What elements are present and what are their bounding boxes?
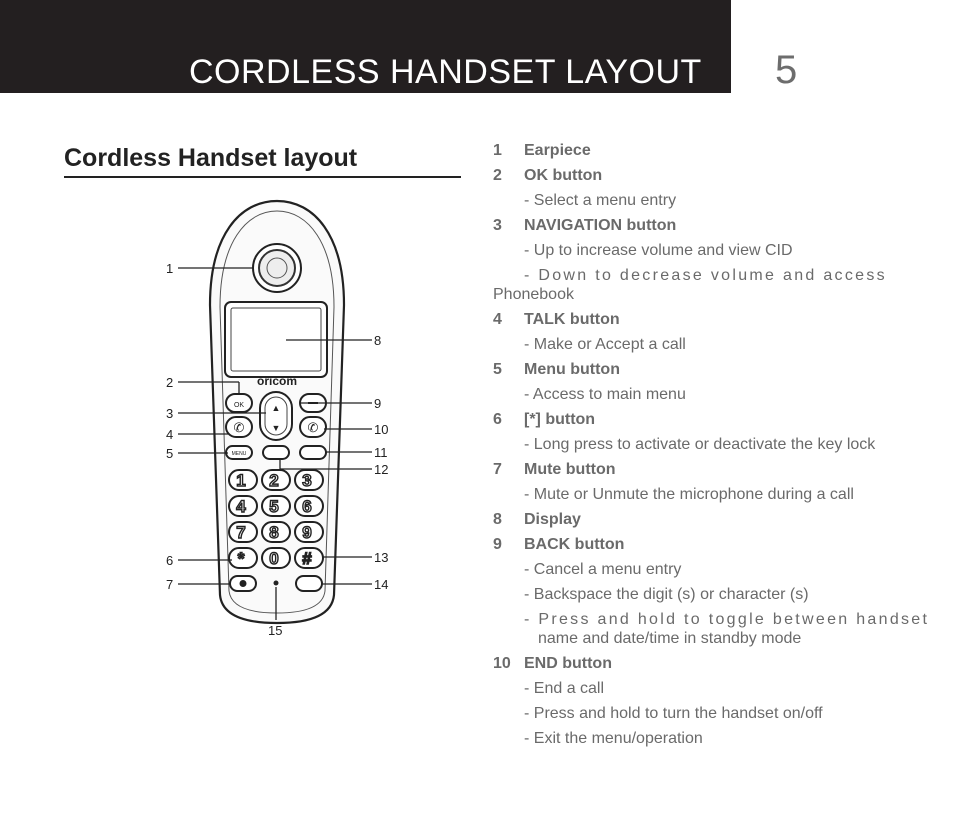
callout-8: 8: [374, 333, 382, 348]
list-item-1: [493, 142, 591, 160]
callout-14: 14: [374, 577, 389, 592]
callout-4: 4: [166, 427, 174, 442]
callout-11: 11: [374, 445, 388, 460]
brand-logo: oricom: [256, 374, 298, 388]
list-item-10: [493, 655, 612, 673]
page-title: CORDLESS HANDSET LAYOUT: [189, 53, 702, 91]
key-label: 4: [236, 497, 246, 516]
redial-key-icon: [296, 576, 322, 591]
item-detail: - Mute or Unmute the microphone during a call: [524, 486, 854, 503]
item-number: 9: [493, 536, 502, 553]
callout-3: 3: [166, 406, 174, 421]
item-number: 2: [493, 167, 502, 184]
item-title: Display: [524, 511, 581, 528]
item-title: OK button: [524, 167, 603, 184]
key-label: 7: [236, 523, 246, 542]
callout-2: 2: [166, 375, 174, 390]
item-number: 4: [493, 311, 502, 328]
callout-7: 7: [166, 577, 174, 592]
callout-6: 6: [166, 553, 174, 568]
list-item-3: [493, 217, 676, 235]
callout-10: 10: [374, 422, 389, 437]
item-detail: - Access to main menu: [524, 386, 686, 403]
handset-figure: [150, 195, 410, 645]
callout-9: 9: [374, 396, 382, 411]
key-label: 0: [269, 549, 279, 568]
microphone-icon: [274, 581, 279, 586]
item-title: BACK button: [524, 536, 625, 553]
item-number: 3: [493, 217, 502, 234]
intercom-key-icon: [300, 446, 326, 459]
item-title: [*] button: [524, 411, 596, 428]
item-number: 7: [493, 461, 502, 478]
section-title: Cordless Handset layout: [64, 144, 358, 172]
item-detail: - Press and hold to turn the handset on/off: [524, 705, 823, 722]
item-detail: Phonebook: [493, 286, 574, 303]
item-detail: name and date/time in standby mode: [538, 630, 802, 647]
section-divider: [64, 176, 461, 178]
key-label: 9: [302, 523, 312, 542]
handset-illustration: [150, 195, 410, 645]
list-item-5: [493, 361, 620, 379]
item-detail: - Make or Accept a call: [524, 336, 686, 353]
item-detail: - Up to increase volume and view CID: [524, 242, 793, 259]
callout-1: 1: [166, 261, 174, 276]
key-label: 6: [302, 497, 312, 516]
key-label: 1: [236, 471, 246, 490]
item-detail: - Cancel a menu entry: [524, 561, 682, 578]
item-detail: - Press and hold to toggle between handset: [524, 611, 930, 628]
svg-text:✆: ✆: [307, 420, 319, 435]
item-title: TALK button: [524, 311, 620, 328]
item-number: 1: [493, 142, 502, 159]
svg-text:▼: ▼: [271, 423, 281, 433]
svg-text:✆: ✆: [233, 420, 245, 435]
key-label: 8: [269, 523, 279, 542]
key-label: 3: [302, 471, 312, 490]
item-title: Mute button: [524, 461, 616, 478]
svg-text:OK: OK: [233, 402, 245, 409]
item-detail: - Exit the menu/operation: [524, 730, 703, 747]
list-item-9: [493, 536, 624, 554]
key-label: #: [302, 549, 312, 568]
item-title: END button: [524, 655, 612, 672]
list-item-6: [493, 411, 595, 429]
item-detail: - Select a menu entry: [524, 192, 677, 209]
item-number: 10: [493, 655, 511, 672]
callout-13: 13: [374, 550, 389, 565]
key-label: 5: [269, 497, 279, 516]
item-detail: - Down to decrease volume and access: [524, 267, 887, 284]
callout-12: 12: [374, 462, 389, 477]
item-title: NAVIGATION button: [524, 217, 677, 234]
callout-5: 5: [166, 446, 174, 461]
list-item-4: [493, 311, 620, 329]
item-number: 5: [493, 361, 502, 378]
svg-text:▲: ▲: [271, 403, 281, 413]
list-item-8: [493, 511, 581, 529]
callout-15: 15: [268, 623, 283, 638]
key-label: 2: [269, 471, 279, 490]
key-label: *: [237, 549, 245, 568]
page-number: 5: [775, 48, 798, 92]
svg-text:MENU: MENU: [231, 451, 247, 457]
item-detail: - End a call: [524, 680, 605, 697]
item-title: Menu button: [524, 361, 620, 378]
list-item-7: [493, 461, 616, 479]
item-detail: - Backspace the digit (s) or character (s): [524, 586, 809, 603]
item-title: Earpiece: [524, 142, 591, 159]
item-detail: - Long press to activate or deactivate the key lock: [524, 436, 876, 453]
item-number: 6: [493, 411, 502, 428]
center-key-icon: [263, 446, 289, 459]
item-number: 8: [493, 511, 502, 528]
list-item-2: [493, 167, 602, 185]
header-banner: [0, 0, 731, 93]
